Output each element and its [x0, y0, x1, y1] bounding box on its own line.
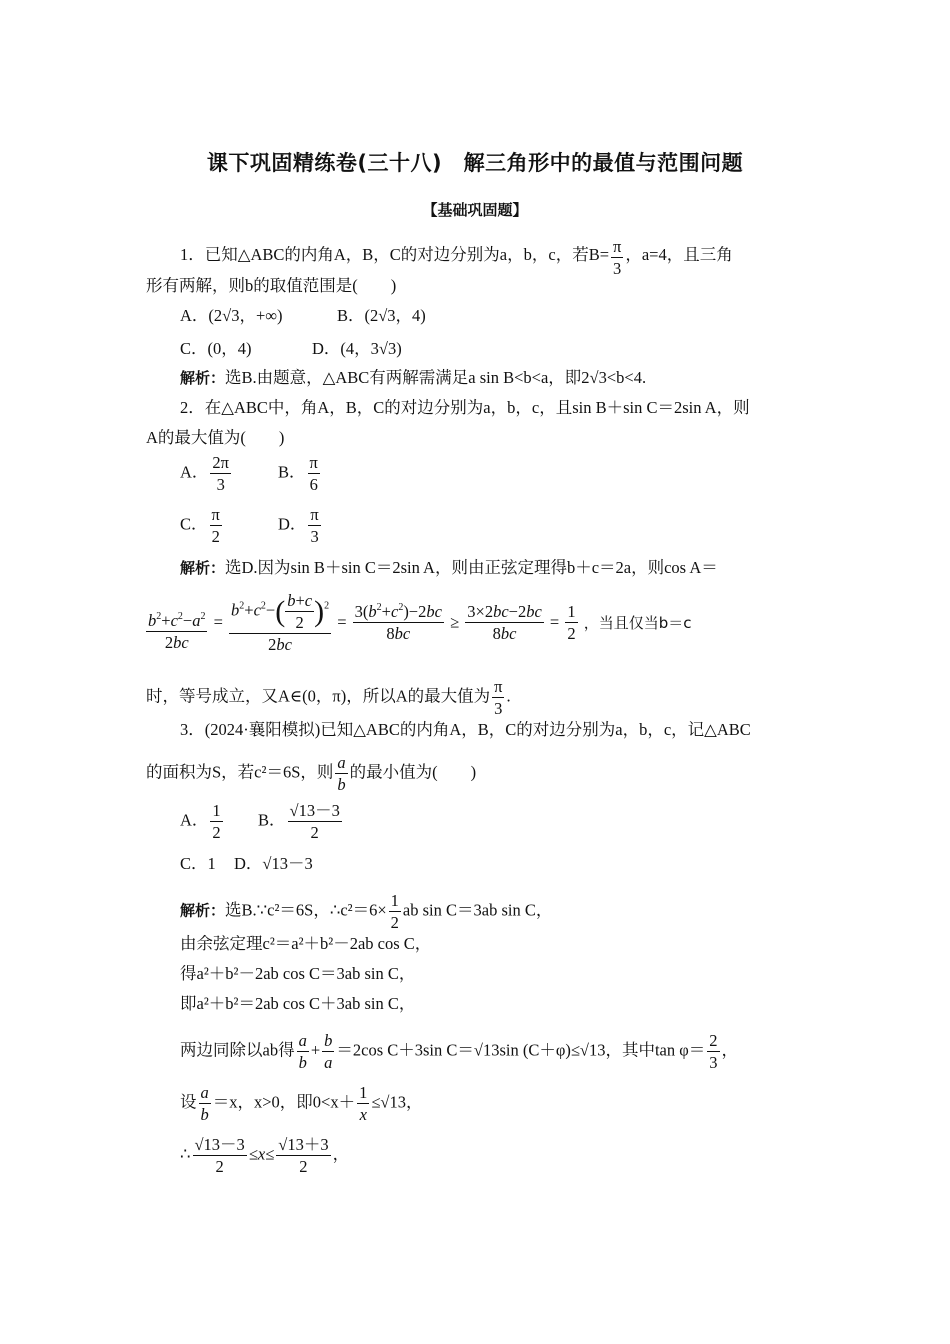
q3-analysis-line6: 设 $\frac{a}{b}$ ＝x，x>0，即0<x＋ $\frac{1}{x}$ ≤√13，: [180, 1083, 423, 1124]
fraction-sqrt13-minus-3-over-2: $\frac{√13-3}{2}$: [289, 801, 340, 842]
q2-analysis-line3: 时，等号成立，又A∈(0，π)，所以A的最大值为 $\frac{\pi}{3}$ .: [146, 677, 511, 718]
q1-option-c[interactable]: C．(0，4): [180, 339, 252, 358]
q3-option-d[interactable]: D．√13－3: [234, 854, 313, 873]
q3-stem-line2: 的面积为S，若c²＝6S，则 $\frac{a}{b}$ 的最小值为( ): [146, 753, 477, 794]
q3-analysis-line1: 解析：选B.∵c²＝6S，∴c²＝6× $\frac{1}{2}$ ab sin C＝3ab sin C，: [180, 891, 553, 932]
fraction-lower-bound: $\frac{√13-3}{2}$: [194, 1135, 245, 1176]
fraction-1-over-x: $\frac{1}{x}$: [359, 1083, 368, 1124]
q3-analysis-line2: 由余弦定理c²＝a²＋b²－2ab cos C，: [180, 934, 432, 953]
fraction-one-half-opt: $\frac{1}{2}$: [212, 801, 221, 842]
q3-analysis-line3: 得a²＋b²－2ab cos C＝3ab sin C，: [180, 964, 416, 983]
q1-stem-line2: 形有两解，则b的取值范围是( ): [146, 276, 397, 295]
fraction-cosine-law: $\frac{b^2+c^2-a^2}{2bc}$: [148, 611, 206, 652]
fraction-pi-over-6: $\frac{\pi}{6}$: [309, 453, 318, 494]
q3-option-a[interactable]: A． $\frac{1}{2}$: [180, 801, 221, 842]
fraction-a-over-b-3: $\frac{a}{b}$: [200, 1083, 209, 1124]
q1-stem-line1: 1．已知△ABC的内角A，B，C的对边分别为a，b，c，若B= $\frac{\pi}{3}$ ，a=4，且三角: [180, 237, 733, 278]
q3-stem-line1: 3．(2024·襄阳模拟)已知△ABC的内角A，B，C的对边分别为a，b，c，记△ABC: [180, 720, 751, 739]
section-heading: 【基础巩固题】: [422, 201, 528, 219]
q2-option-d[interactable]: D． $\frac{\pi}{3}$: [278, 505, 319, 546]
q1-analysis: 解析：选B.由题意，△ABC有两解需满足a sin B<b<a，即2√3<b<4.: [180, 368, 647, 387]
q3-option-c[interactable]: C．1: [180, 854, 216, 873]
q2-analysis-line1: 解析：选D.因为sin B＋sin C＝2sin A，则由正弦定理得b＋c＝2a，则cos A＝: [180, 558, 718, 577]
q2-option-c[interactable]: C． $\frac{\pi}{2}$: [180, 505, 220, 546]
fraction-am-gm: $\frac{3\times 2bc-2bc}{8bc}$: [467, 602, 542, 643]
fraction-2pi-over-3: $\frac{2\pi}{3}$: [212, 453, 230, 494]
fraction-pi-over-3-opt: $\frac{\pi}{3}$: [310, 505, 319, 546]
fraction-b-over-a: $\frac{b}{a}$: [324, 1031, 333, 1072]
q2-option-b[interactable]: B． $\frac{\pi}{6}$: [278, 453, 318, 494]
q3-analysis-line4: 即a²＋b²＝2ab cos C＋3ab sin C，: [180, 994, 416, 1013]
fraction-max-pi-over-3: $\frac{\pi}{3}$: [494, 677, 503, 718]
page-title: 课下巩固精练卷(三十八) 解三角形中的最值与范围问题: [206, 151, 744, 175]
fraction-a-over-b-2: $\frac{a}{b}$: [298, 1031, 307, 1072]
fraction-simplified: $\frac{3(b^2+c^2)-2bc}{8bc}$: [354, 602, 442, 643]
fraction-upper-bound: $\frac{√13+3}{2}$: [278, 1135, 329, 1176]
q3-analysis-line7: ∴ $\frac{√13-3}{2}$ ≤x≤ $\frac{√13+3}{2}$ ，: [180, 1135, 350, 1176]
fraction-half: $\frac{1}{2}$: [390, 891, 399, 932]
fraction-one-half: $\frac{1}{2}$: [567, 602, 576, 643]
fraction-2-over-3: $\frac{2}{3}$: [709, 1031, 718, 1072]
fraction-pi-over-3: $\frac{\pi}{3}$: [613, 237, 622, 278]
q3-analysis-line5: 两边同除以ab得 $\frac{a}{b}$ + $\frac{b}{a}$ ＝2cos C＋3sin C＝√13sin (C＋φ)≤√13，其中tan φ＝ $\frac{2}{3}$ ，: [180, 1031, 739, 1072]
q2-stem-line1: 2．在△ABC中，角A，B，C的对边分别为a，b，c，且sin B＋sin C＝2sin A，则: [180, 398, 750, 417]
q2-option-a[interactable]: A． $\frac{2\pi}{3}$: [180, 453, 230, 494]
q1-option-b[interactable]: B．(2√3，4): [337, 306, 426, 325]
q2-stem-line2: A的最大值为( ): [146, 428, 285, 447]
fraction-a-over-b: $\frac{a}{b}$: [337, 753, 346, 794]
fraction-substitution: $b^2+c^2-$( $\frac{b+c}{2}$ )$^2$ 2bc: [231, 591, 330, 654]
q1-option-a[interactable]: A．(2√3，+∞): [180, 306, 283, 325]
q2-cosA-derivation: $\frac{b^2+c^2-a^2}{2bc}$ = $b^2+c^2-$( $\frac{b+c}{2}$ )$^2$ 2bc = $\frac{3(b^2+c^2)-2bc}{8bc}$ ≥ $\frac{3\times 2bc-2bc}{8bc}$ = $\frac{1}{2}$ ，当且仅当b＝c: [148, 591, 692, 654]
fraction-pi-over-2: $\frac{\pi}{2}$: [211, 505, 220, 546]
q1-option-d[interactable]: D．(4，3√3): [312, 339, 402, 358]
q3-option-b[interactable]: B． $\frac{√13-3}{2}$: [258, 801, 340, 842]
